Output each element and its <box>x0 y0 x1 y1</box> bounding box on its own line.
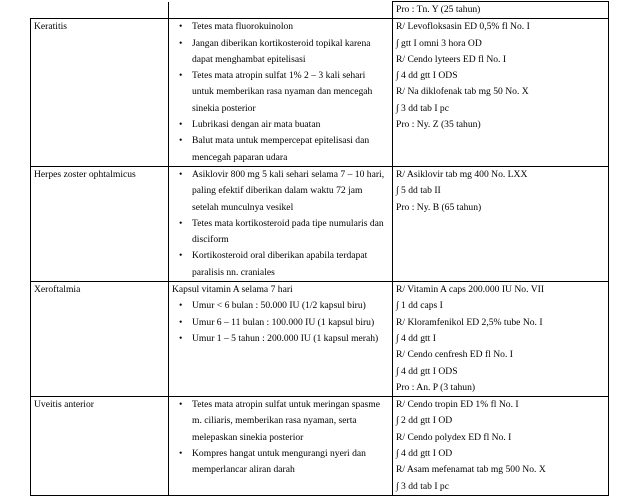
therapy-item: • Kompres hangat untuk mengurangi nyeri dan memperlancar aliran darah <box>192 446 389 479</box>
prescription-line: ∫ 4 dd gtt I <box>396 332 436 344</box>
therapy-item: • Tetes mata fluorokuinolon <box>192 19 389 35</box>
prescription-line: ∫ 3 dd tab I pc <box>396 102 449 114</box>
disease-name: Herpes zoster ophtalmicus <box>34 168 136 180</box>
therapy-item: • Tetes mata atropin sulfat untuk meringan spasme m. ciliaris, memberikan rasa nyaman, serta melepaskan sinekia posterior <box>192 397 389 446</box>
therapy-table <box>30 1 609 496</box>
prescription-line: Pro : Ny. Z (35 tahun) <box>396 119 481 131</box>
table-row <box>31 19 609 167</box>
prescription-line: ∫ gtt I omni 3 hora OD <box>396 37 482 49</box>
prescription-line: ∫ 1 dd caps I <box>396 300 443 312</box>
therapy-intro: Kapsul vitamin A selama 7 hari <box>172 284 293 296</box>
therapy-item: • Tetes mata kortikosteroid pada tipe numularis dan disciform <box>192 216 389 249</box>
therapy-item: • Lubrikasi dengan air mata buatan <box>192 117 389 133</box>
therapy-item: • Tetes mata atropin sulfat 1% 2 – 3 kali sehari untuk memberikan rasa nyaman dan mencegah sinekia posterior <box>192 68 389 117</box>
disease-name: Xeroftalmia <box>34 284 81 296</box>
table-row <box>31 397 609 496</box>
prescription-line: R/ Asam mefenamat tab mg 500 No. X <box>396 464 546 476</box>
table-row <box>31 166 609 281</box>
prescription-line: ∫ 4 dd gtt I ODS <box>396 365 458 377</box>
therapy-cell <box>169 282 393 397</box>
prescription-line: Pro : Ny. B (65 tahun) <box>396 201 482 213</box>
therapy-cell <box>169 166 393 281</box>
therapy-item: • Asiklovir 800 mg 5 kali sehari selama 7 – 10 hari, paling efektif diberikan dalam waktu 72 jam setelah munculnya vesikel <box>192 167 389 216</box>
therapy-cell <box>169 19 393 167</box>
header-row <box>31 2 609 19</box>
therapy-item: • Jangan diberikan kortikosteroid topikal karena dapat menghambat epitelisasi <box>192 36 389 69</box>
therapy-cell <box>169 397 393 496</box>
therapy-list <box>172 167 389 281</box>
disease-name: Keratitis <box>34 21 68 33</box>
header-patient-cell <box>393 2 609 19</box>
prescription-line: R/ Na diklofenak tab mg 50 No. X <box>396 86 529 98</box>
prescription-line: R/ Cendo tropin ED 1% fl No. I <box>396 399 519 411</box>
prescription-cell <box>393 19 609 167</box>
prescription-line: ∫ 4 dd gtt I ODS <box>396 70 458 82</box>
patient-label: Pro : Tn. Y (25 tahun) <box>396 4 481 15</box>
prescription-line: ∫ 4 dd gtt I OD <box>396 448 453 460</box>
prescription-line: R/ Cendo polydex ED fl No. I <box>396 431 512 443</box>
disease-name: Uveitis anterior <box>34 399 94 411</box>
table-row <box>31 282 609 397</box>
prescription-cell <box>393 397 609 496</box>
therapy-item: • Umur 6 – 11 bulan : 100.000 IU (1 kapsul biru) <box>192 315 389 331</box>
prescription-line: Pro : An. P (3 tahun) <box>396 381 476 393</box>
disease-cell <box>31 166 169 281</box>
therapy-list <box>172 397 389 478</box>
prescription-line: R/ Cendo cenfresh ED fl No. I <box>396 349 513 361</box>
therapy-item: • Umur < 6 bulan : 50.000 IU (1/2 kapsul biru) <box>192 298 389 314</box>
prescription-line: ∫ 2 dd gtt I OD <box>396 415 453 427</box>
disease-cell <box>31 397 169 496</box>
prescription-line: R/ Kloramfenikol ED 2,5% tube No. I <box>396 316 543 328</box>
prescription-line: R/ Asiklovir tab mg 400 No. LXX <box>396 168 528 180</box>
therapy-list <box>172 19 389 166</box>
prescription-line: R/ Vitamin A caps 200.000 IU No. VII <box>396 284 545 296</box>
prescription-line: R/ Levofloksasin ED 0,5% fl No. I <box>396 21 530 33</box>
therapy-item: • Balut mata untuk mempercepat epitelisasi dan mencegah paparan udara <box>192 133 389 166</box>
disease-cell <box>31 19 169 167</box>
prescription-line: ∫ 3 dd tab I pc <box>396 480 449 492</box>
empty-cell <box>169 2 393 19</box>
prescription-line: ∫ 5 dd tab II <box>396 185 441 197</box>
empty-cell <box>31 2 169 19</box>
therapy-item: • Kortikosteroid oral diberikan apabila terdapat paralisis nn. craniales <box>192 248 389 281</box>
therapy-item: • Umur 1 – 5 tahun : 200.000 IU (1 kapsul merah) <box>192 331 389 347</box>
prescription-cell <box>393 166 609 281</box>
therapy-list <box>172 298 389 347</box>
disease-cell <box>31 282 169 397</box>
prescription-cell <box>393 282 609 397</box>
prescription-line: R/ Cendo lyteers ED fl No. I <box>396 53 507 65</box>
